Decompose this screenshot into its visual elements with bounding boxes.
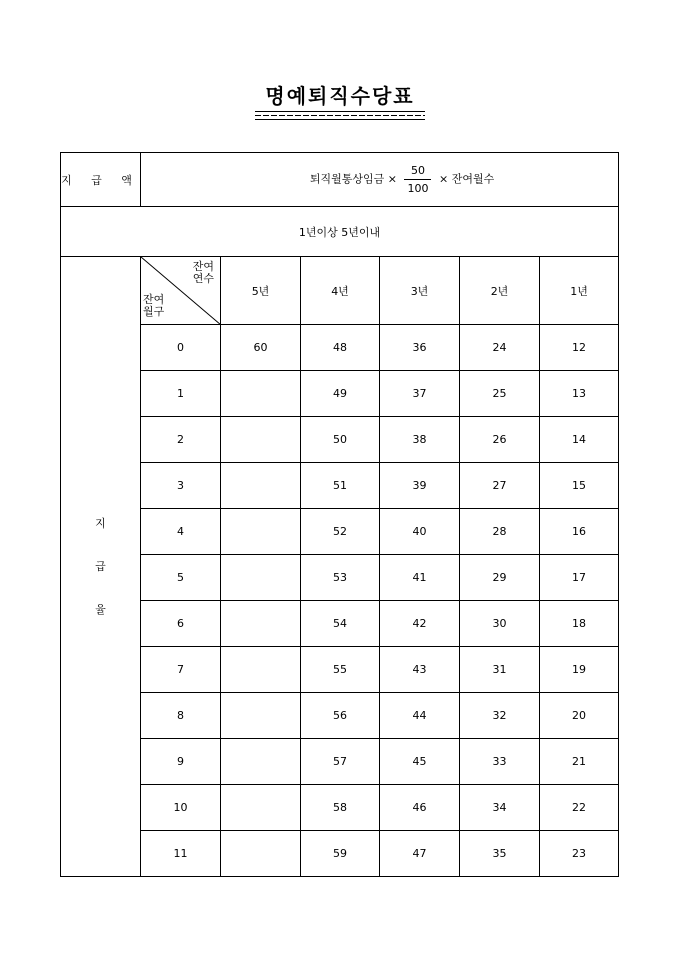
- page-title: 명예퇴직수당표: [265, 84, 415, 108]
- rate-value-cell: [221, 785, 301, 831]
- rate-value-cell: 46: [380, 785, 460, 831]
- rate-value-cell: 45: [380, 739, 460, 785]
- rate-value-cell: 41: [380, 555, 460, 601]
- rate-value-cell: 39: [380, 463, 460, 509]
- table-row: [61, 509, 619, 555]
- rate-label: [61, 518, 140, 615]
- rate-value-cell: 13: [540, 371, 619, 417]
- rate-value-cell: 28: [460, 509, 540, 555]
- rate-value-cell: 25: [460, 371, 540, 417]
- month-cell: 7: [141, 647, 221, 693]
- month-cell: 4: [141, 509, 221, 555]
- rate-value-cell: 53: [301, 555, 380, 601]
- diag-bottom-line: 잔여: [143, 293, 165, 306]
- month-cell: 11: [141, 831, 221, 877]
- month-cell: 9: [141, 739, 221, 785]
- diag-bottom-label: [143, 294, 164, 318]
- rate-value-cell: 29: [460, 555, 540, 601]
- table-row: [61, 693, 619, 739]
- rate-value-cell: [221, 371, 301, 417]
- year-header: 2년: [460, 257, 540, 325]
- month-cell: 1: [141, 371, 221, 417]
- rate-value-cell: 48: [301, 325, 380, 371]
- table-row: [61, 601, 619, 647]
- rate-value-cell: [221, 831, 301, 877]
- month-cell: 6: [141, 601, 221, 647]
- year-header: 1년: [540, 257, 619, 325]
- formula-prefix: 퇴직월통상임금 ×: [309, 172, 397, 186]
- rate-value-cell: 49: [301, 371, 380, 417]
- rate-value-cell: 58: [301, 785, 380, 831]
- payment-formula: [141, 153, 619, 207]
- diagonal-header-cell: [141, 257, 221, 325]
- rate-value-cell: 33: [460, 739, 540, 785]
- table-row: [61, 555, 619, 601]
- rate-value-cell: 55: [301, 647, 380, 693]
- rate-value-cell: 19: [540, 647, 619, 693]
- rate-value-cell: [221, 463, 301, 509]
- rate-value-cell: 23: [540, 831, 619, 877]
- month-cell: 10: [141, 785, 221, 831]
- rate-value-cell: 17: [540, 555, 619, 601]
- rate-value-cell: 52: [301, 509, 380, 555]
- rate-value-cell: 43: [380, 647, 460, 693]
- rate-value-cell: 15: [540, 463, 619, 509]
- rate-value-cell: 35: [460, 831, 540, 877]
- header-row: [61, 257, 619, 325]
- rate-value-cell: 59: [301, 831, 380, 877]
- rate-value-cell: [221, 693, 301, 739]
- rate-value-cell: 24: [460, 325, 540, 371]
- month-cell: 3: [141, 463, 221, 509]
- rate-value-cell: 14: [540, 417, 619, 463]
- rate-value-cell: [221, 739, 301, 785]
- year-header: 3년: [380, 257, 460, 325]
- rate-value-cell: 54: [301, 601, 380, 647]
- rate-value-cell: 38: [380, 417, 460, 463]
- formula-suffix: × 잔여월수: [438, 172, 495, 186]
- rate-value-cell: 34: [460, 785, 540, 831]
- rate-value-cell: 22: [540, 785, 619, 831]
- rate-value-cell: [221, 417, 301, 463]
- rate-value-cell: [221, 555, 301, 601]
- rate-value-cell: 60: [221, 325, 301, 371]
- title-block: [0, 80, 680, 120]
- fraction-numerator: 50: [404, 164, 431, 180]
- retirement-allowance-table: [60, 152, 619, 877]
- rate-value-cell: [221, 601, 301, 647]
- table-row: [61, 325, 619, 371]
- rate-label-cell: [61, 257, 141, 877]
- table-row: [61, 785, 619, 831]
- rate-value-cell: 37: [380, 371, 460, 417]
- rate-value-cell: 20: [540, 693, 619, 739]
- rate-value-cell: 36: [380, 325, 460, 371]
- month-cell: 8: [141, 693, 221, 739]
- rate-value-cell: 31: [460, 647, 540, 693]
- rate-label-char: 급: [95, 560, 106, 573]
- diag-top-label: [193, 261, 214, 285]
- rate-value-cell: 47: [380, 831, 460, 877]
- rate-value-cell: 51: [301, 463, 380, 509]
- rate-value-cell: 27: [460, 463, 540, 509]
- table-row: [61, 371, 619, 417]
- rate-value-cell: 16: [540, 509, 619, 555]
- title-double-underline: [255, 111, 425, 120]
- rate-value-cell: [221, 509, 301, 555]
- rate-value-cell: 32: [460, 693, 540, 739]
- rate-value-cell: 40: [380, 509, 460, 555]
- table-row: [61, 831, 619, 877]
- fraction-denominator: 100: [407, 182, 429, 195]
- rate-value-cell: 21: [540, 739, 619, 785]
- rate-value-cell: 57: [301, 739, 380, 785]
- table-row: [61, 463, 619, 509]
- diag-top-line: 연수: [192, 272, 214, 285]
- year-header: 4년: [301, 257, 380, 325]
- rate-value-cell: 12: [540, 325, 619, 371]
- rate-value-cell: 30: [460, 601, 540, 647]
- rate-value-cell: 26: [460, 417, 540, 463]
- rate-value-cell: 42: [380, 601, 460, 647]
- table-row: [61, 739, 619, 785]
- table-row: [61, 417, 619, 463]
- diag-top-line: 잔여: [192, 260, 214, 273]
- range-row: [61, 207, 619, 257]
- table-row: [61, 647, 619, 693]
- rate-value-cell: 50: [301, 417, 380, 463]
- rate-value-cell: [221, 647, 301, 693]
- payment-row: [61, 153, 619, 207]
- year-header: 5년: [221, 257, 301, 325]
- rate-value-cell: 18: [540, 601, 619, 647]
- rate-label-char: 지: [95, 517, 106, 530]
- payment-label: 지 급 액: [61, 153, 141, 207]
- rate-value-cell: 56: [301, 693, 380, 739]
- month-cell: 2: [141, 417, 221, 463]
- diag-bottom-line: 월구: [143, 305, 165, 318]
- rate-label-char: 율: [95, 603, 106, 616]
- rate-value-cell: 44: [380, 693, 460, 739]
- formula-fraction: [404, 164, 431, 195]
- range-header: 1년이상 5년이내: [61, 207, 619, 257]
- month-cell: 5: [141, 555, 221, 601]
- month-cell: 0: [141, 325, 221, 371]
